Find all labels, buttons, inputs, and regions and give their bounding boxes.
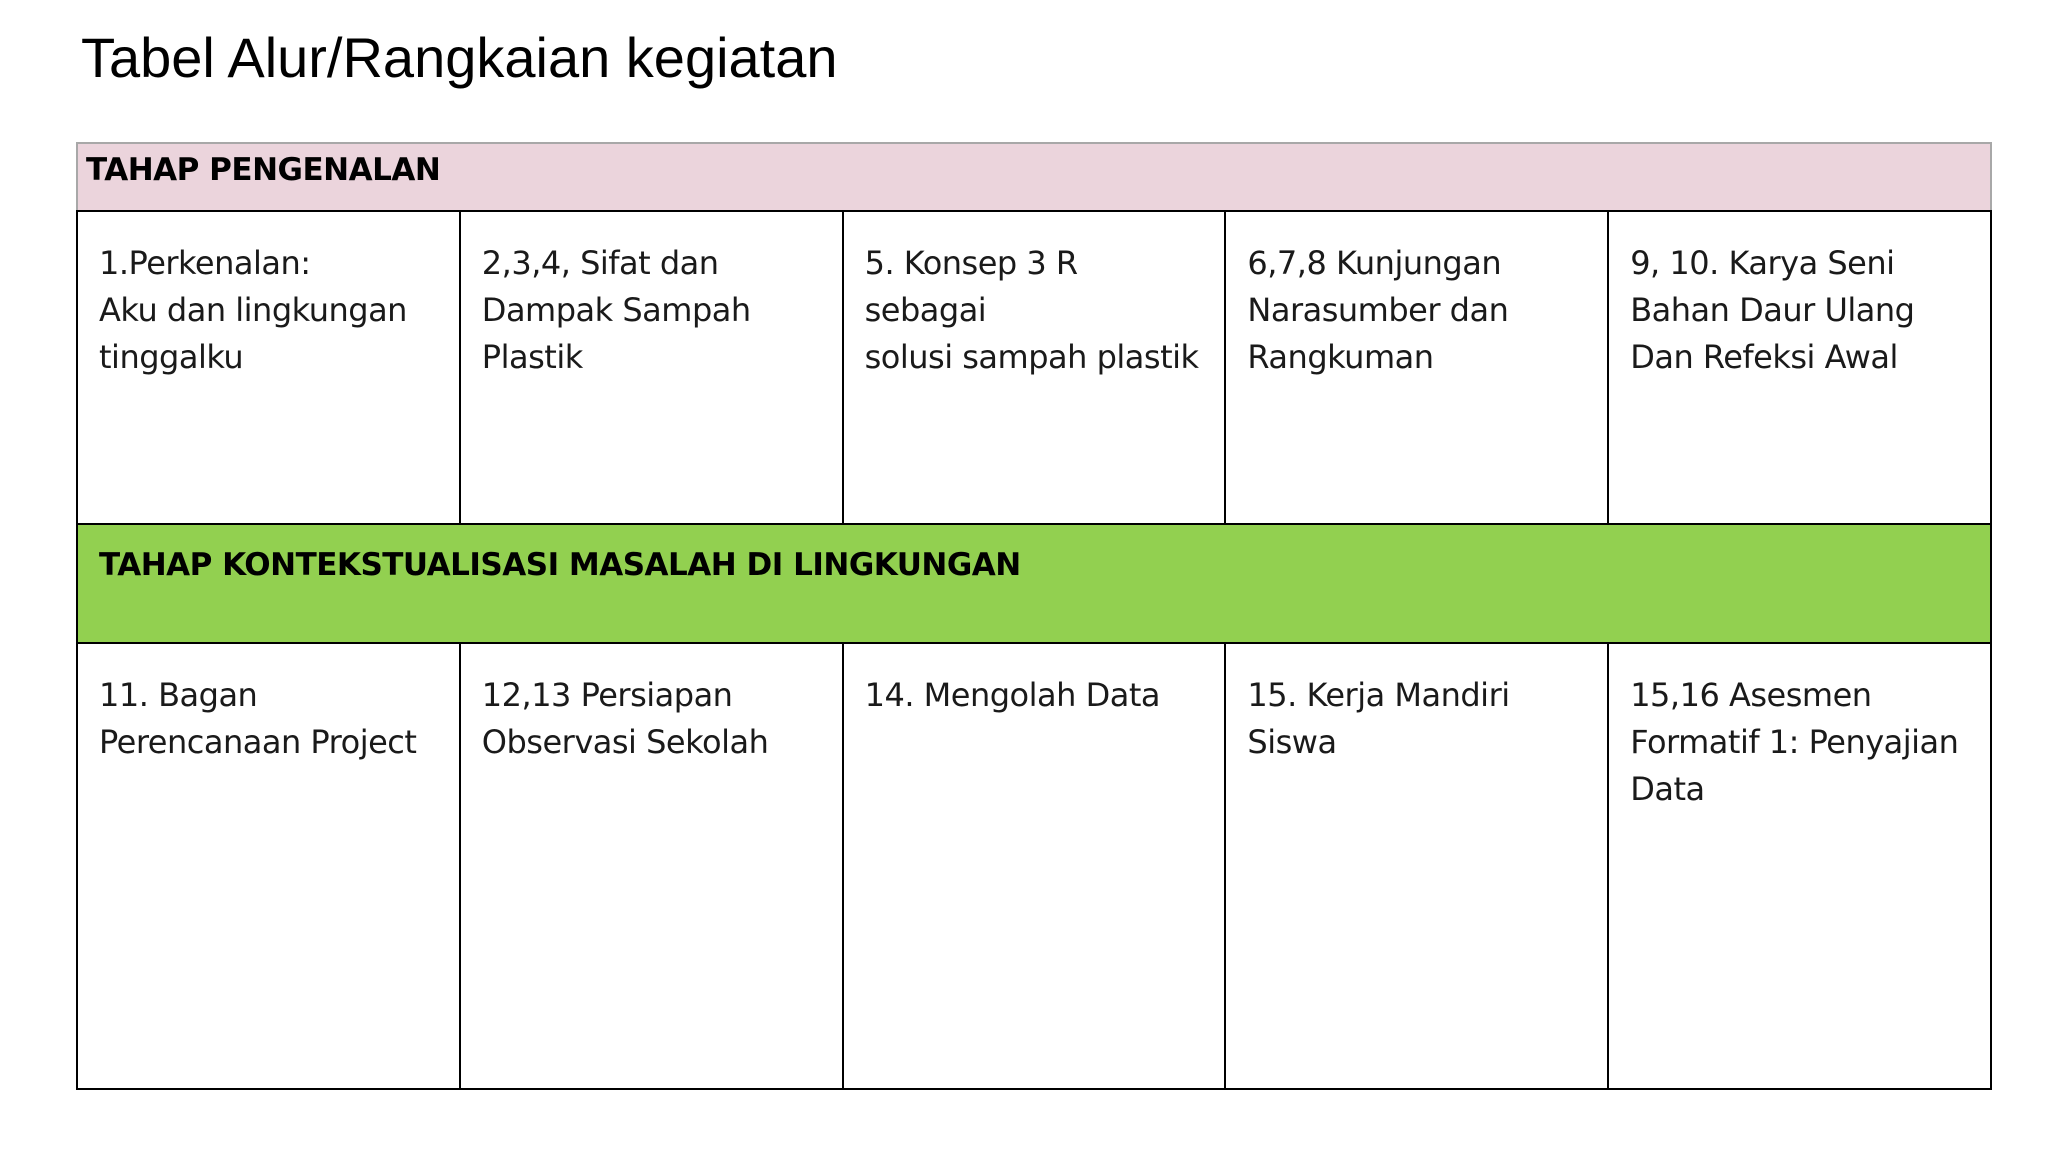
activity-cell [843,643,1226,1089]
activity-row [77,643,1991,1089]
stage-label: TAHAP KONTEKSTUALISASI MASALAH DI LINGKUNGAN [99,547,1021,583]
activity-text: 2,3,4, Sifat dan Dampak Sampah Plastik [481,244,751,376]
activity-cell [460,643,843,1089]
activity-cell [77,643,460,1089]
activity-text: 5. Konsep 3 R sebagai solusi sampah plastik [864,244,1199,376]
activity-text: 15,16 Asesmen Formatif 1: Penyajian Data [1630,676,1959,808]
activity-text: 12,13 Persiapan Observasi Sekolah [481,676,769,761]
activity-flow-table [76,142,1992,1090]
activity-text: 11. Bagan Perencanaan Project [99,676,417,761]
activity-text: 15. Kerja Mandiri Siswa [1247,676,1510,761]
page-title: Tabel Alur/Rangkaian kegiatan [81,26,838,89]
stage-header-row [77,524,1991,643]
activity-cell [1608,211,1991,524]
activity-cell [460,211,843,524]
activity-cell [843,211,1226,524]
activity-cell [1225,643,1608,1089]
activity-cell [1608,643,1991,1089]
stage-header-kontekstualisasi [77,524,1991,643]
activity-text: 1.Perkenalan: Aku dan lingkungan tinggalku [99,244,407,376]
activity-row [77,211,1991,524]
activity-cell [77,211,460,524]
stage-header-row [77,143,1991,211]
activity-text: 14. Mengolah Data [864,676,1160,714]
stage-label: TAHAP PENGENALAN [86,152,441,188]
activity-text: 9, 10. Karya Seni Bahan Daur Ulang Dan Refeksi Awal [1630,244,1915,376]
stage-header-pengenalan [77,143,1991,211]
activity-cell [1225,211,1608,524]
activity-text: 6,7,8 Kunjungan Narasumber dan Rangkuman [1247,244,1509,376]
